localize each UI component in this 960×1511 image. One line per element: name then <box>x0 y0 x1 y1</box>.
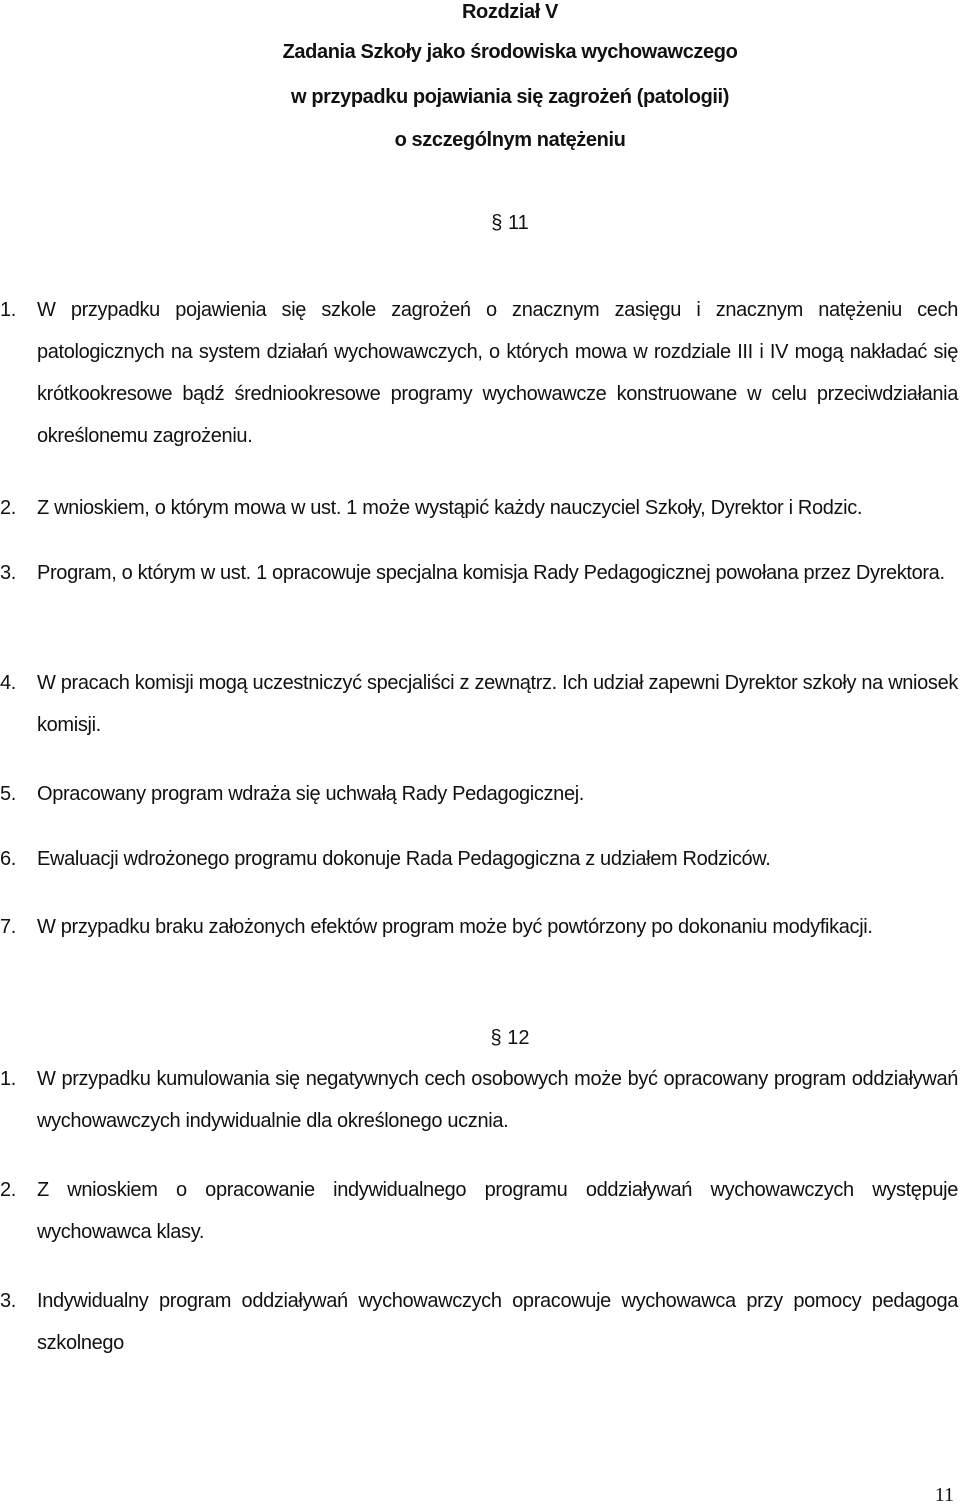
paragraph-number: 7. <box>0 916 16 938</box>
paragraph-number: 1. <box>0 299 16 321</box>
chapter-title-line-1: Zadania Szkoły jako środowiska wychowawczego <box>282 41 738 63</box>
paragraph-number: 3. <box>0 1290 16 1312</box>
paragraph-number: 2. <box>0 497 16 519</box>
paragraph-number: 6. <box>0 848 16 870</box>
paragraph-number: 1. <box>0 1068 16 1090</box>
paragraph-text: Indywidualny program oddziaływań wychowawczych opracowuje wychowawca przy pomocy pedagoga szkolnego <box>37 1290 958 1354</box>
section-mark-12: § 12 <box>490 1027 530 1049</box>
paragraph-number: 2. <box>0 1179 16 1201</box>
paragraph-text: W przypadku pojawienia się szkole zagrożeń o znacznym zasięgu i znacznym natężeniu cech patologicznych na system działań wychowawczych, o których mowa w rozdziale III i IV mogą nakładać się krótkookresowe bądź średniookresowe programy wychowawcze konstruowane w celu przeciwdziałania określonemu zagrożeniu. <box>37 299 958 447</box>
paragraph-text: W przypadku kumulowania się negatywnych cech osobowych może być opracowany program oddziaływań wychowawczych indywidualnie dla określonego ucznia. <box>37 1068 958 1132</box>
chapter-title-line-3: o szczególnym natężeniu <box>394 129 626 151</box>
chapter-heading: Rozdział V <box>461 1 558 23</box>
paragraph-number: 4. <box>0 672 16 694</box>
paragraph-text: Z wnioskiem o opracowanie indywidualnego programu oddziaływań wychowawczych występuje wychowawca klasy. <box>37 1179 958 1243</box>
chapter-title-line-2: w przypadku pojawiania się zagrożeń (patologii) <box>291 86 729 108</box>
page-number: 11 <box>934 1484 954 1506</box>
paragraph-text: Program, o którym w ust. 1 opracowuje specjalna komisja Rady Pedagogicznej powołana przez Dyrektora. <box>37 562 945 584</box>
section-mark-11: § 11 <box>491 212 529 234</box>
paragraph-number: 3. <box>0 562 16 584</box>
paragraph-text: Opracowany program wdraża się uchwałą Rady Pedagogicznej. <box>37 783 585 805</box>
paragraph-number: 5. <box>0 783 16 805</box>
paragraph-text: W przypadku braku założonych efektów program może być powtórzony po dokonaniu modyfikacji. <box>37 916 873 938</box>
paragraph-text: W pracach komisji mogą uczestniczyć specjaliści z zewnątrz. Ich udział zapewni Dyrektor szkoły na wniosek komisji. <box>37 672 958 736</box>
paragraph-text: Ewaluacji wdrożonego programu dokonuje Rada Pedagogiczna z udziałem Rodziców. <box>37 848 771 870</box>
paragraph-text: Z wnioskiem, o którym mowa w ust. 1 może wystąpić każdy nauczyciel Szkoły, Dyrektor i Rodzic. <box>37 497 863 519</box>
